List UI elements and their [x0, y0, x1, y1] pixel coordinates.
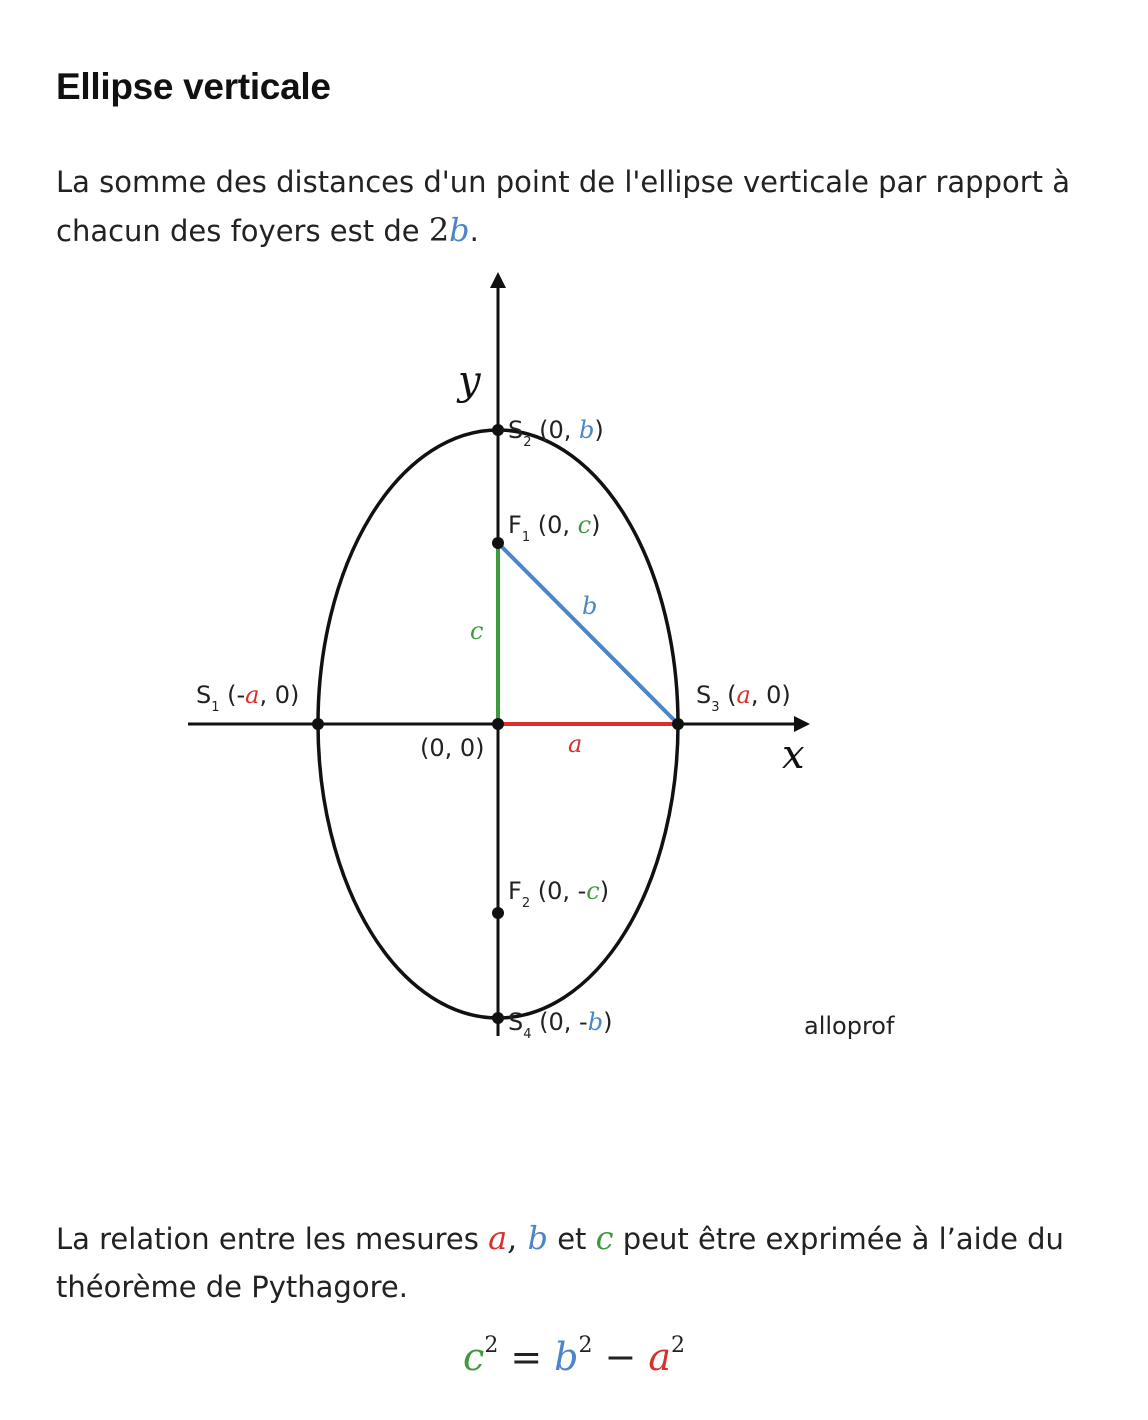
relation-comma: , [507, 1219, 528, 1257]
point-s1 [312, 718, 324, 730]
intro-coefficient: 2 [428, 211, 450, 249]
formula-exp-c: 2 [484, 1333, 499, 1359]
page-title: Ellipse verticale [56, 66, 331, 107]
y-axis-arrow [490, 272, 506, 288]
label-s1: $S_1$ (-a, 0) [196, 681, 300, 715]
intro-text: La somme des distances d'un point de l'ellipse verticale par rapport à chacun des foyers est de [56, 165, 1071, 248]
formula-c: c [463, 1335, 485, 1379]
x-axis-label: x [782, 732, 805, 778]
label-f1: $F_1$ (0, c) [508, 511, 601, 545]
y-axis-label: y [458, 358, 481, 404]
formula-exp-a: 2 [670, 1333, 685, 1359]
point-s4 [492, 1012, 504, 1024]
formula-minus: − [604, 1335, 637, 1379]
relation-var-b: b [527, 1219, 548, 1257]
pythagore-formula [0, 1335, 1148, 1379]
formula-exp-b: 2 [578, 1333, 593, 1359]
formula-equals: = [510, 1335, 543, 1379]
segment-b-label: b [582, 592, 598, 620]
relation-var-c: c [595, 1219, 614, 1257]
segment-a-label: a [568, 730, 583, 758]
intro-end: . [469, 214, 479, 248]
label-f2: $F_2$ (0, -c) [508, 877, 610, 911]
label-s4: $S_4$ (0, -b) [508, 1008, 613, 1042]
point-s3 [672, 718, 684, 730]
label-s3: $S_3$ (a, 0) [696, 681, 791, 715]
relation-text-3: peut être exprimée à l’aide du théorème de Pythagore. [56, 1222, 1064, 1304]
relation-paragraph [56, 1214, 1126, 1311]
label-s2: $S_2$ (0, b) [508, 416, 604, 450]
intro-var-b: b [449, 211, 470, 249]
alloprof-logo: alloprof [804, 1012, 895, 1040]
point-s2 [492, 424, 504, 436]
relation-var-a: a [488, 1219, 508, 1257]
relation-text-1: La relation entre les mesures [56, 1222, 489, 1256]
segment-c-label: c [470, 617, 484, 645]
point-f1 [492, 537, 504, 549]
formula-a: a [648, 1335, 671, 1379]
label-origin: (0, 0) [420, 734, 485, 762]
point-origin [492, 718, 504, 730]
formula-b: b [554, 1335, 579, 1379]
relation-text-2: et [547, 1222, 596, 1256]
point-f2 [492, 907, 504, 919]
x-axis-arrow [794, 716, 810, 732]
